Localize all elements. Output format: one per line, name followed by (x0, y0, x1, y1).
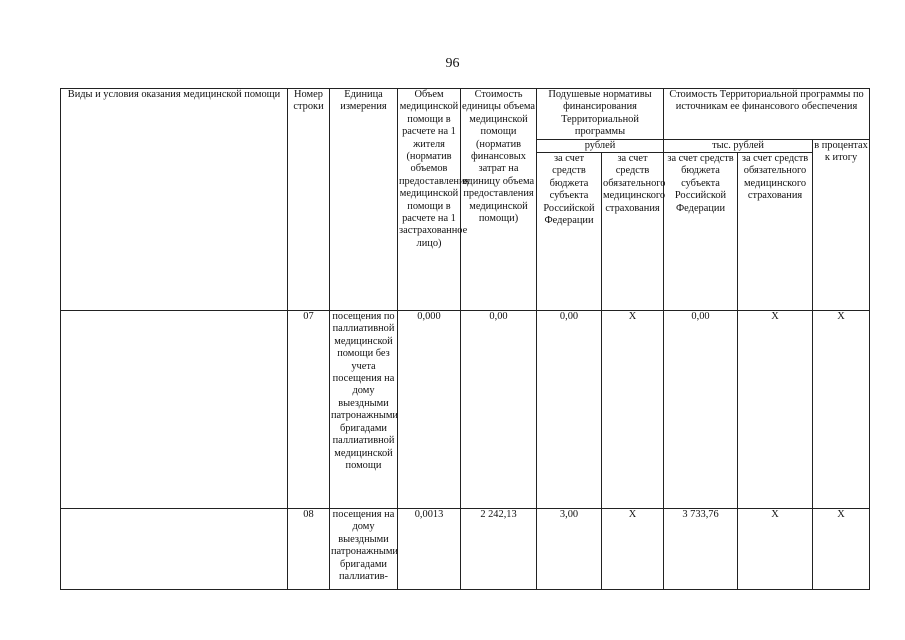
header-volume: Объем медицинской помощи в расчете на 1 жителя (норматив объемов предоставления медицинской помощи в расчете на 1 застрахованное лицо) (398, 89, 461, 311)
cell-total-oms: Х (738, 509, 813, 590)
cell-total-budget: 3 733,76 (664, 509, 738, 590)
header-per-capita-oms: за счет средств обязательного медицинского страхования (602, 153, 664, 311)
header-total-oms: за счет средств обязательного медицинского страхования (738, 153, 813, 311)
header-unit: Единица измерения (330, 89, 398, 311)
cell-unit: посещения по паллиативной медицинской помощи без учета посещения на дому выездными патронажными бригадами паллиативной медицинской помощи (330, 311, 398, 509)
header-total-budget: за счет средств бюджета субъекта Российской Федерации (664, 153, 738, 311)
header-total-cost-group: Стоимость Территориальной программы по источникам ее финансового обеспечения (664, 89, 870, 140)
header-row-1 (61, 89, 870, 140)
table-row (61, 509, 870, 590)
cell-percent: Х (813, 509, 870, 590)
cell-kind (61, 311, 288, 509)
cell-per-capita-budget: 0,00 (537, 311, 602, 509)
header-percent: в процентах к итогу (813, 139, 870, 310)
cell-unit-cost: 0,00 (461, 311, 537, 509)
cell-unit: посещения на дому выездными патронажными бригадами паллиатив- (330, 509, 398, 590)
cell-volume: 0,000 (398, 311, 461, 509)
header-unit-cost: Стоимость единицы объема медицинской помощи (норматив финансовых затрат на единицу объема предоставления медицинской помощи) (461, 89, 537, 311)
cell-volume: 0,0013 (398, 509, 461, 590)
cell-row-number: 07 (288, 311, 330, 509)
header-kind: Виды и условия оказания медицинской помощи (61, 89, 288, 311)
header-thousand-rubles: тыс. рублей (664, 139, 813, 152)
financing-table (60, 88, 870, 590)
cell-percent: Х (813, 311, 870, 509)
cell-kind (61, 509, 288, 590)
cell-row-number: 08 (288, 509, 330, 590)
cell-per-capita-budget: 3,00 (537, 509, 602, 590)
cell-total-oms: Х (738, 311, 813, 509)
page-number: 96 (445, 56, 460, 71)
cell-per-capita-oms: Х (602, 311, 664, 509)
header-per-capita-group: Подушевые нормативы финансирования Территориальной программы (537, 89, 664, 140)
cell-unit-cost: 2 242,13 (461, 509, 537, 590)
header-row-number: Номер строки (288, 89, 330, 311)
cell-per-capita-oms: Х (602, 509, 664, 590)
header-rubles: рублей (537, 139, 664, 152)
table-row (61, 311, 870, 509)
header-per-capita-budget: за счет средств бюджета субъекта Российской Федерации (537, 153, 602, 311)
cell-total-budget: 0,00 (664, 311, 738, 509)
